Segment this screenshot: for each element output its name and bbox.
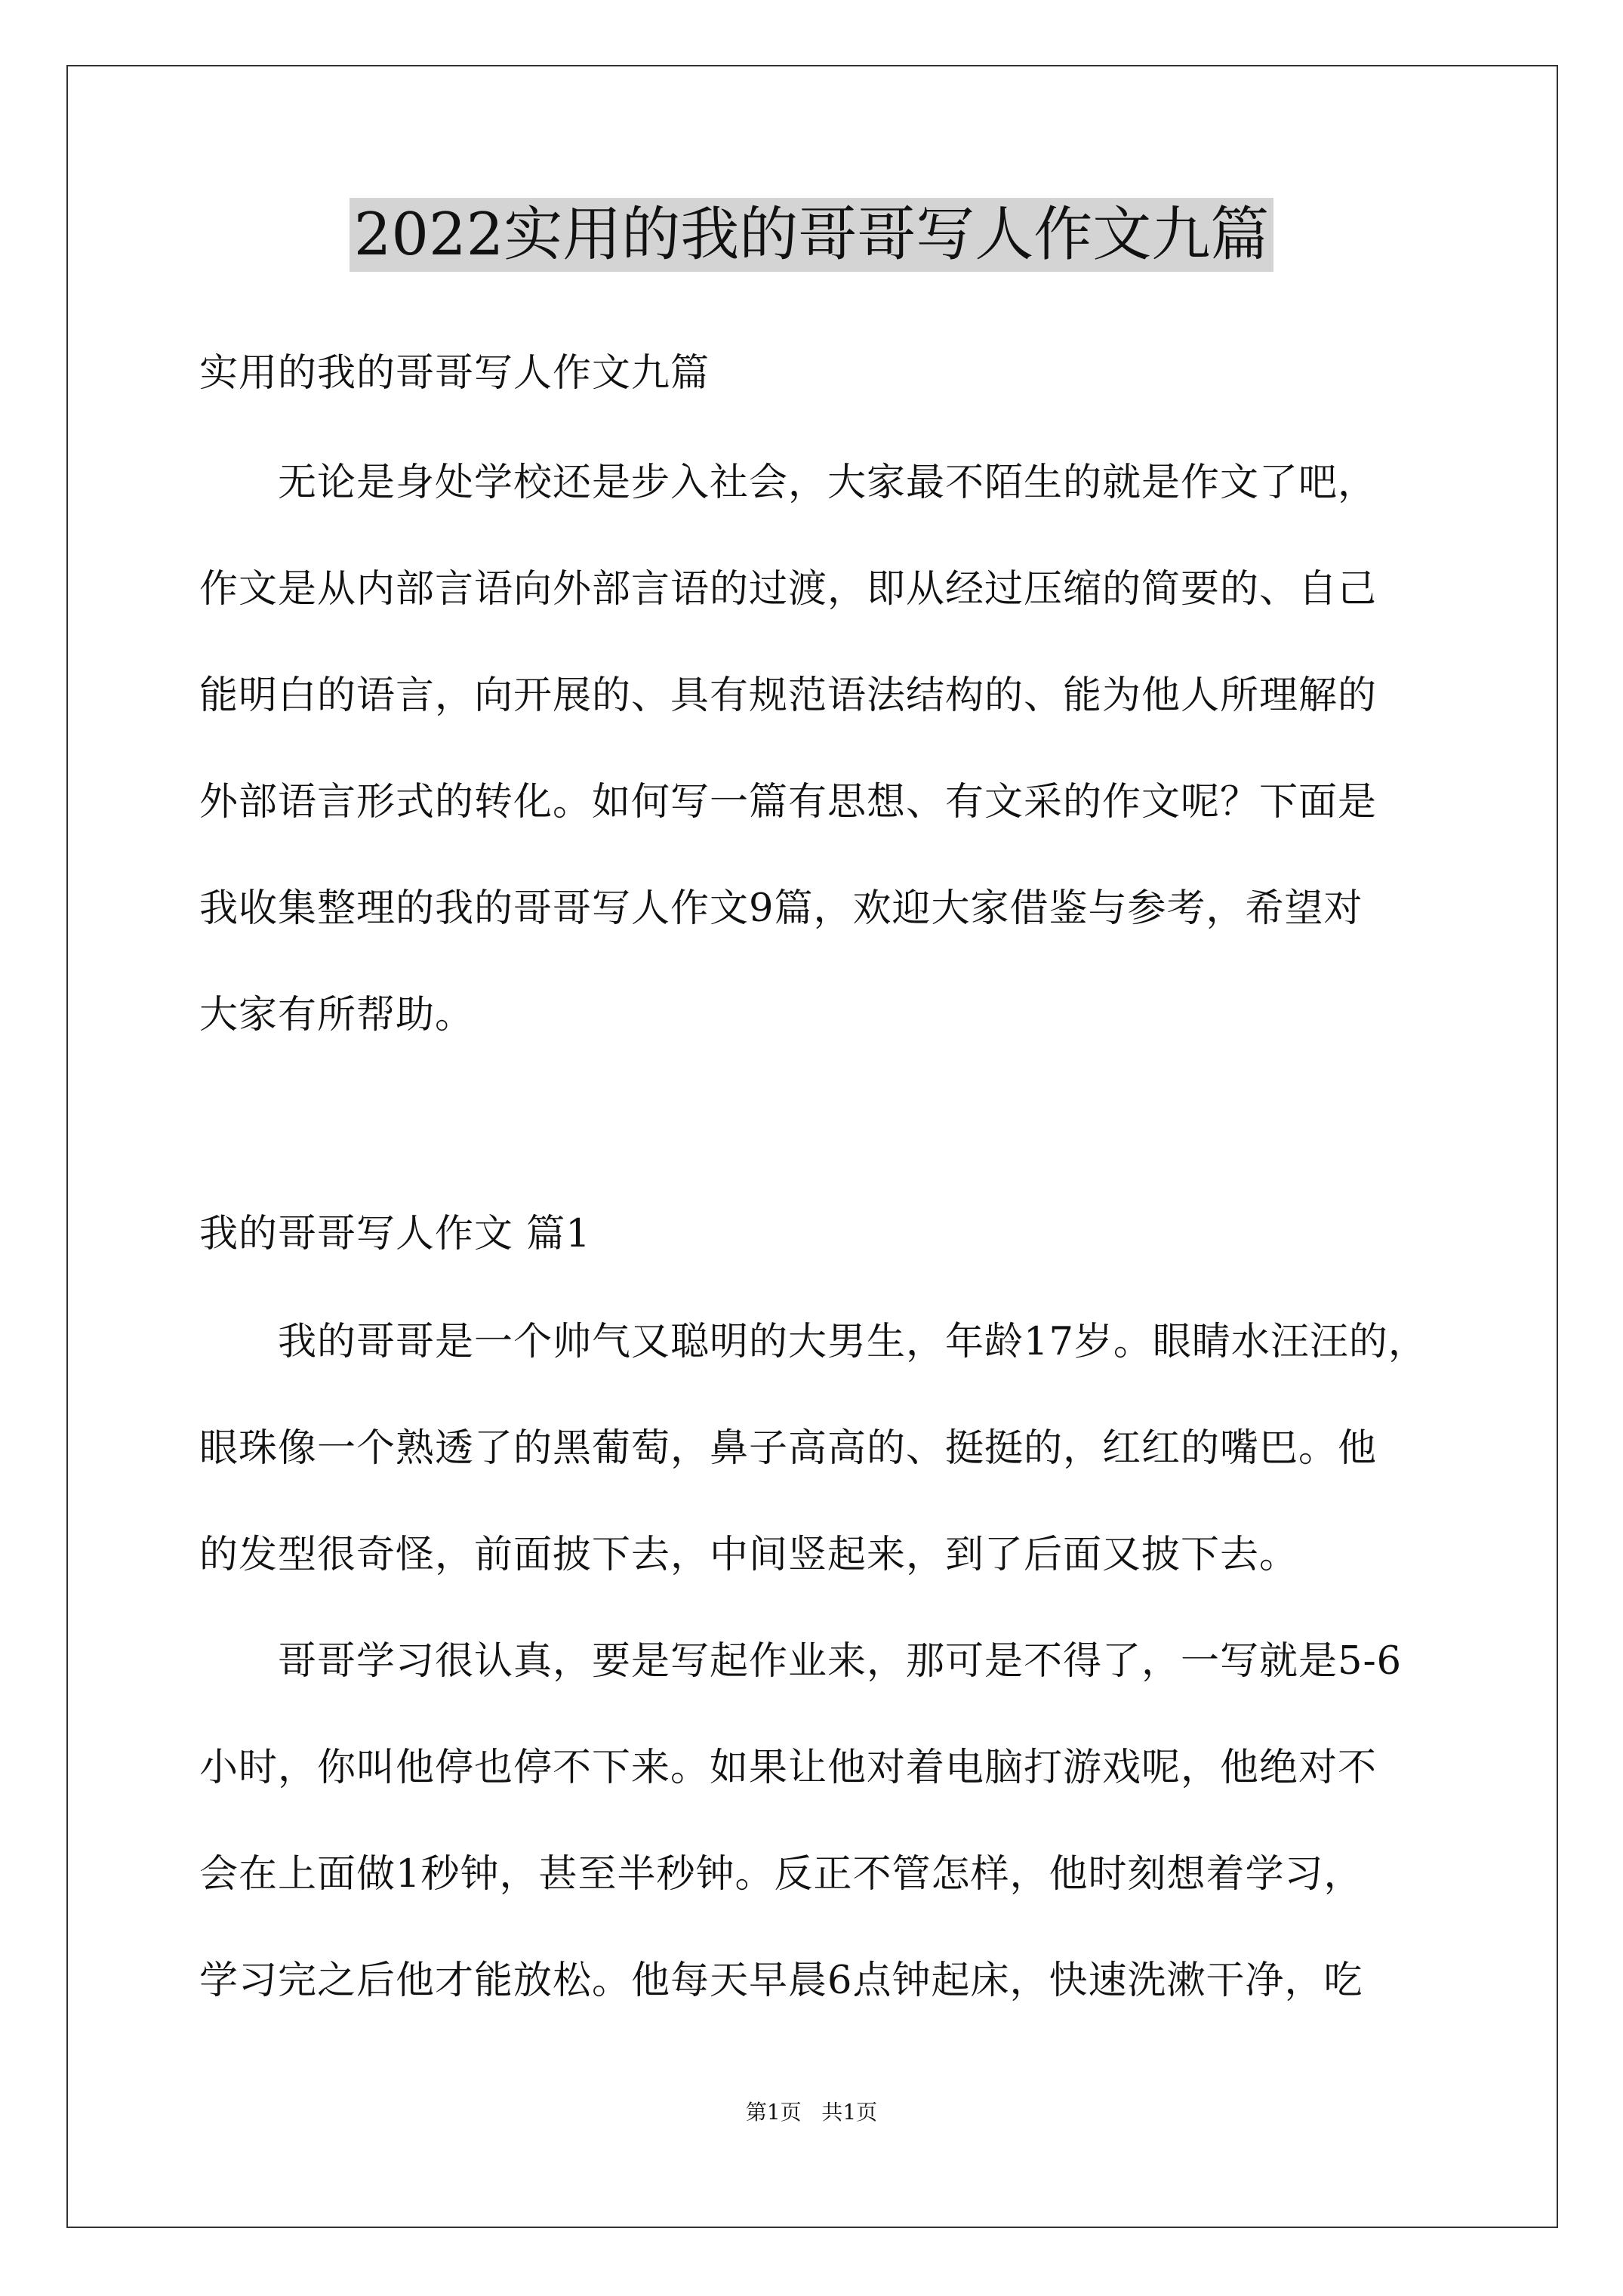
document-title: 2022实用的我的哥哥写人作文九篇 [350,198,1274,272]
subtitle: 实用的我的哥哥写人作文九篇 [199,351,710,396]
intro-line: 大家有所帮助。 [199,993,475,1037]
title-block [0,198,1623,272]
intro-line: 无论是身处学校还是步入社会，大家最不陌生的就是作文了吧， [199,461,1378,505]
paragraph-line: 我的哥哥是一个帅气又聪明的大男生，年龄17岁。眼睛水汪汪的， [199,1320,1427,1364]
paragraph-line: 学习完之后他才能放松。他每天早晨6点钟起床，快速洗漱干净，吃 [199,1959,1363,2003]
paragraph-line: 的发型很奇怪，前面披下去，中间竖起来，到了后面又披下去。 [199,1533,1299,1577]
paragraph-line: 会在上面做1秒钟，甚至半秒钟。反正不管怎样，他时刻想着学习， [199,1852,1363,1897]
paragraph-line: 哥哥学习很认真，要是写起作业来，那可是不得了，一写就是5-6 [199,1639,1403,1684]
paragraph-line: 小时，你叫他停也停不下来。如果让他对着电脑打游戏呢，他绝对不 [199,1746,1378,1790]
paragraph-line: 眼珠像一个熟透了的黑葡萄，鼻子高高的、挺挺的，红红的嘴巴。他 [199,1426,1378,1471]
intro-line: 作文是从内部言语向外部言语的过渡，即从经过压缩的简要的、自己 [199,567,1378,612]
section-heading: 我的哥哥写人作文 篇1 [199,1212,591,1256]
intro-line: 我收集整理的我的哥哥写人作文9篇，欢迎大家借鉴与参考，希望对 [199,886,1363,931]
intro-line: 能明白的语言，向开展的、具有规范语法结构的、能为他人所理解的 [199,673,1378,718]
intro-line: 外部语言形式的转化。如何写一篇有思想、有文采的作文呢？下面是 [199,780,1378,824]
page-footer: 第1页 共1页 [745,2100,878,2125]
